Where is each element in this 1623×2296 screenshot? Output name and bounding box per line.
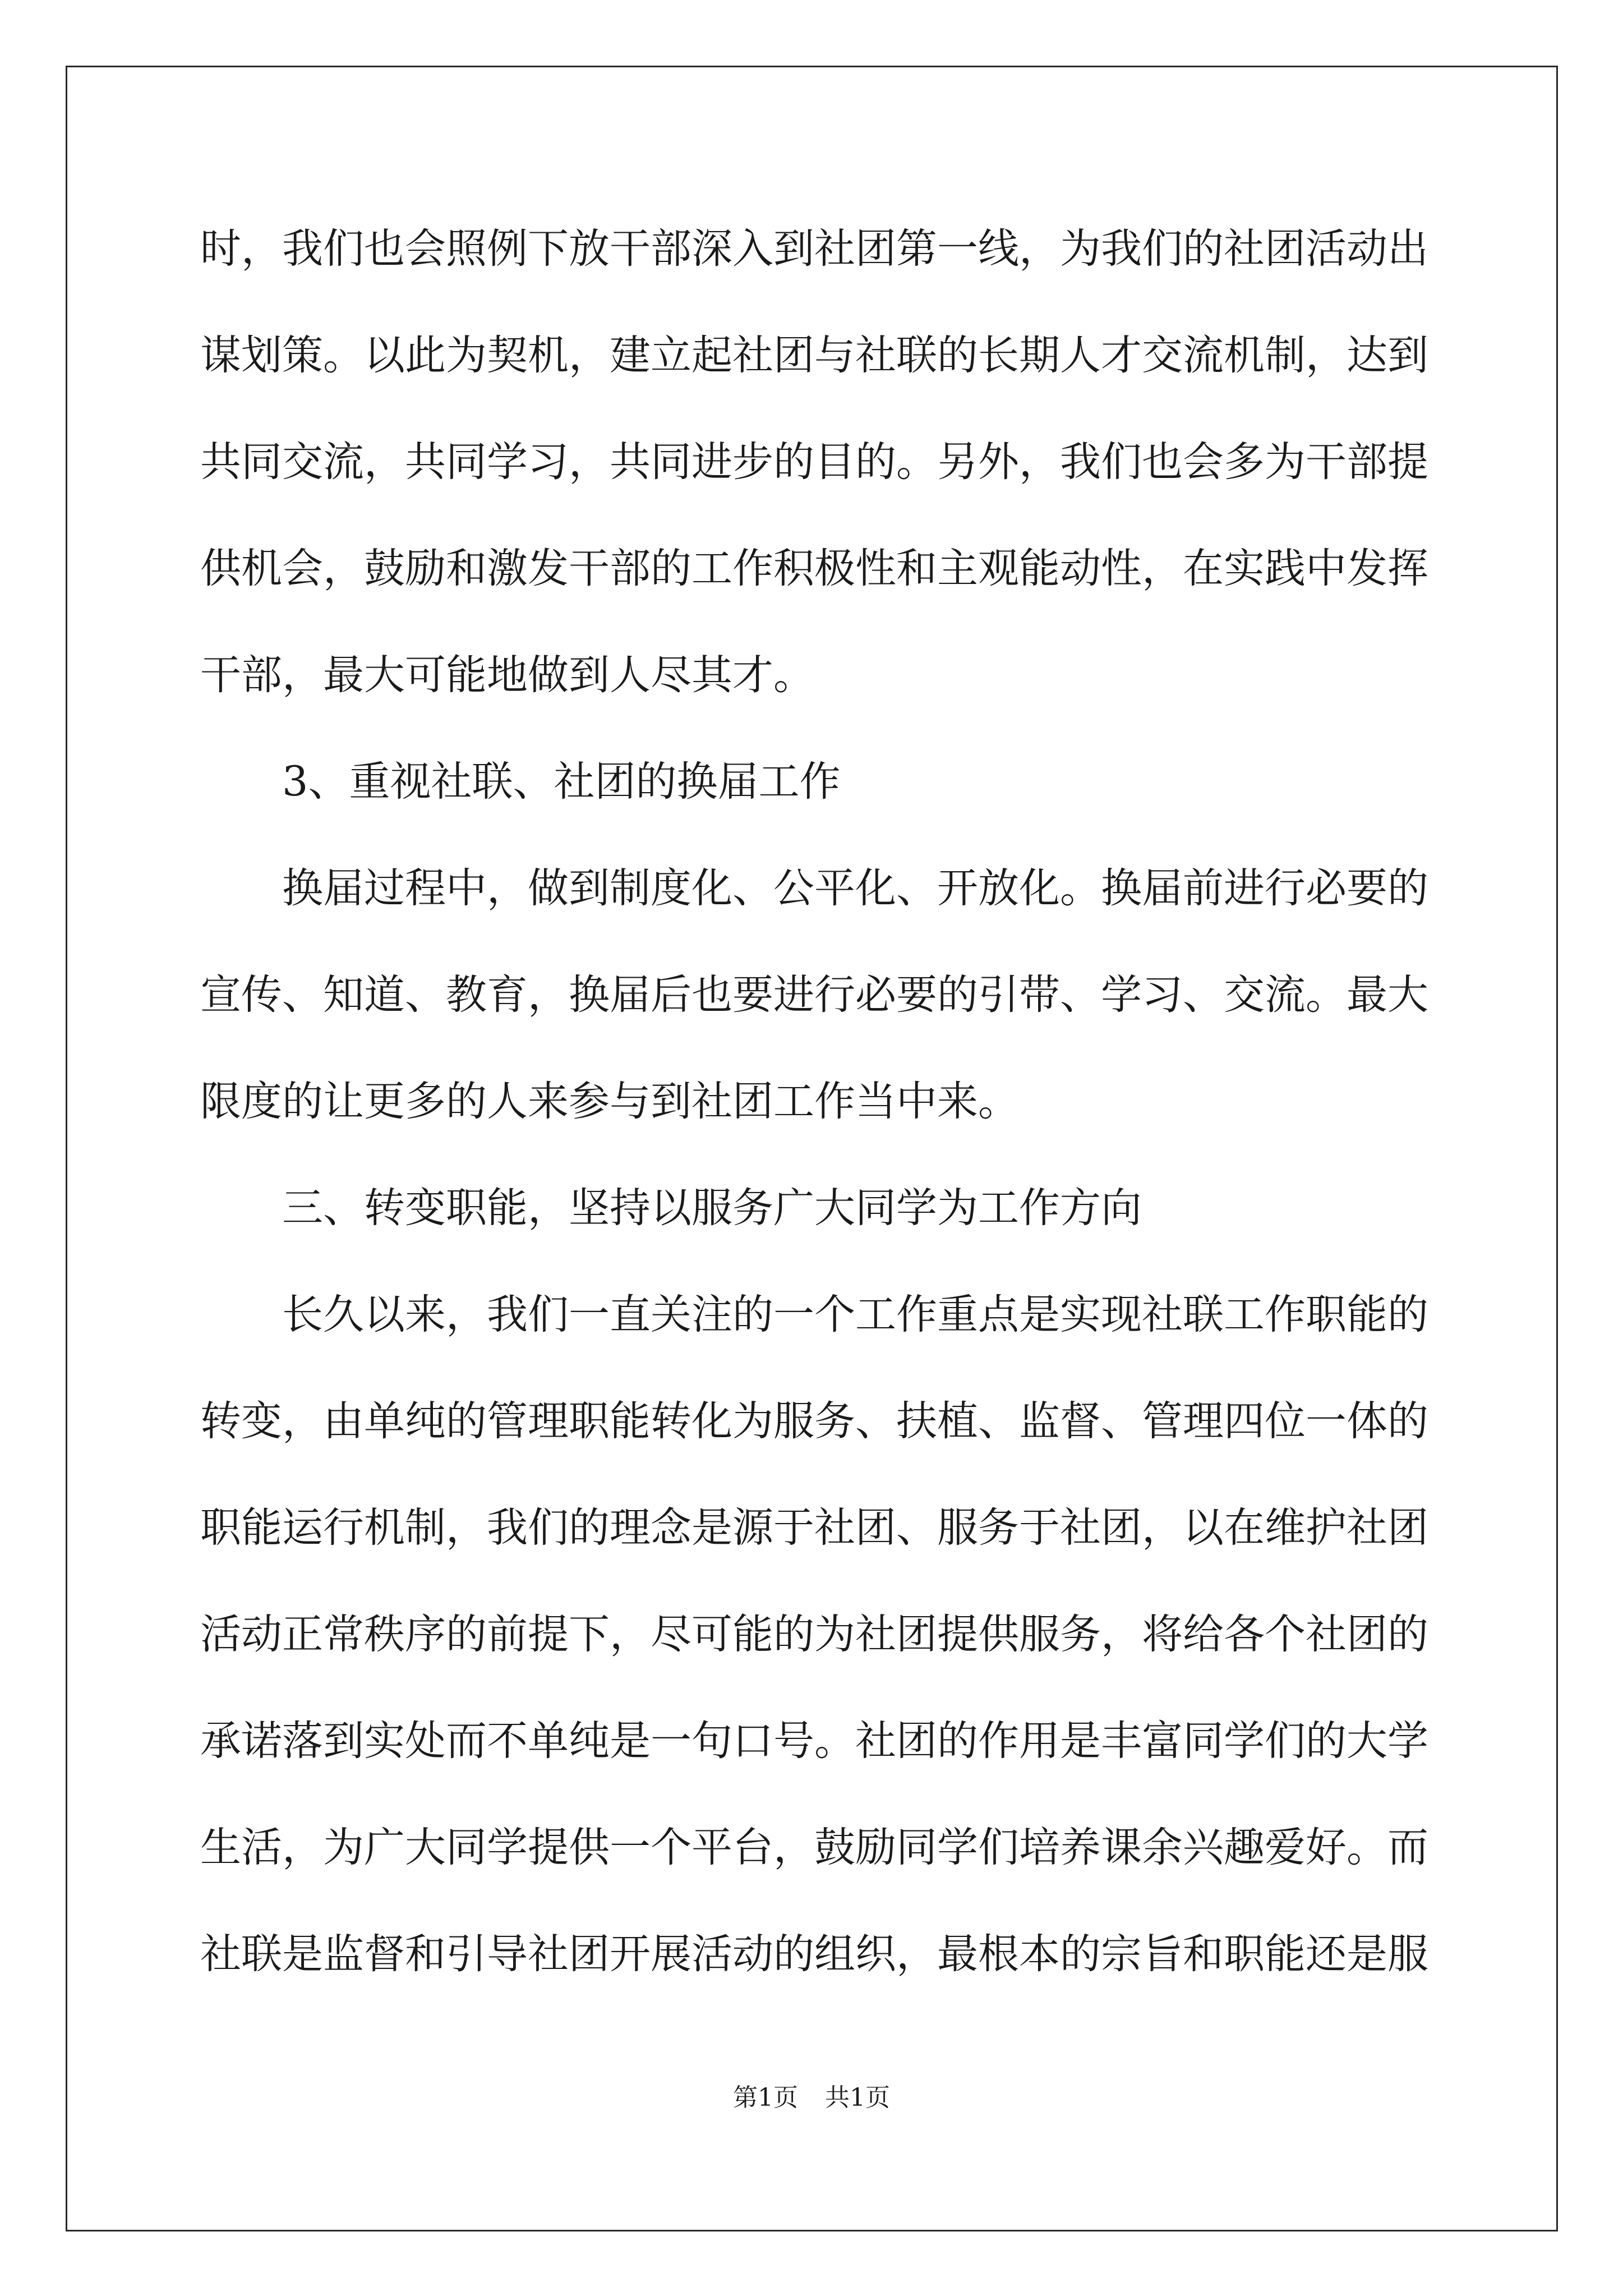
paragraph-line: 长久以来，我们一直关注的一个工作重点是实现社联工作职能的 bbox=[282, 1291, 1428, 1338]
paragraph-line: 转变，由单纯的管理职能转化为服务、扶植、监督、管理四位一体的 bbox=[200, 1397, 1428, 1445]
paragraph-line: 职能运行机制，我们的理念是源于社团、服务于社团，以在维护社团 bbox=[200, 1504, 1428, 1552]
page-border bbox=[66, 66, 1558, 2231]
page-number: 第1页 bbox=[733, 2083, 798, 2112]
section-heading: 3、重视社联、社团的换届工作 bbox=[282, 758, 841, 806]
page-total: 共1页 bbox=[825, 2083, 890, 2112]
page-footer bbox=[0, 2081, 1623, 2115]
paragraph-line: 承诺落到实处而不单纯是一句口号。社团的作用是丰富同学们的大学 bbox=[200, 1717, 1428, 1765]
paragraph-line: 活动正常秩序的前提下，尽可能的为社团提供服务，将给各个社团的 bbox=[200, 1611, 1428, 1658]
paragraph-line: 限度的让更多的人来参与到社团工作当中来。 bbox=[200, 1078, 1019, 1125]
paragraph-line: 供机会，鼓励和激发干部的工作积极性和主观能动性，在实践中发挥 bbox=[200, 545, 1428, 592]
paragraph-line: 干部，最大可能地做到人尽其才。 bbox=[200, 651, 814, 699]
paragraph-line: 社联是监督和引导社团开展活动的组织，最根本的宗旨和职能还是服 bbox=[200, 1930, 1428, 1978]
paragraph-line: 换届过程中，做到制度化、公平化、开放化。换届前进行必要的 bbox=[282, 864, 1428, 912]
paragraph-line: 宣传、知道、教育，换届后也要进行必要的引带、学习、交流。最大 bbox=[200, 971, 1428, 1019]
section-heading: 三、转变职能，坚持以服务广大同学为工作方向 bbox=[282, 1184, 1142, 1232]
paragraph-line: 共同交流，共同学习，共同进步的目的。另外，我们也会多为干部提 bbox=[200, 438, 1428, 486]
paragraph-line: 谋划策。以此为契机，建立起社团与社联的长期人才交流机制，达到 bbox=[200, 332, 1428, 379]
paragraph-line: 生活，为广大同学提供一个平台，鼓励同学们培养课余兴趣爱好。而 bbox=[200, 1824, 1428, 1871]
paragraph-line: 时，我们也会照例下放干部深入到社团第一线，为我们的社团活动出 bbox=[200, 225, 1428, 273]
